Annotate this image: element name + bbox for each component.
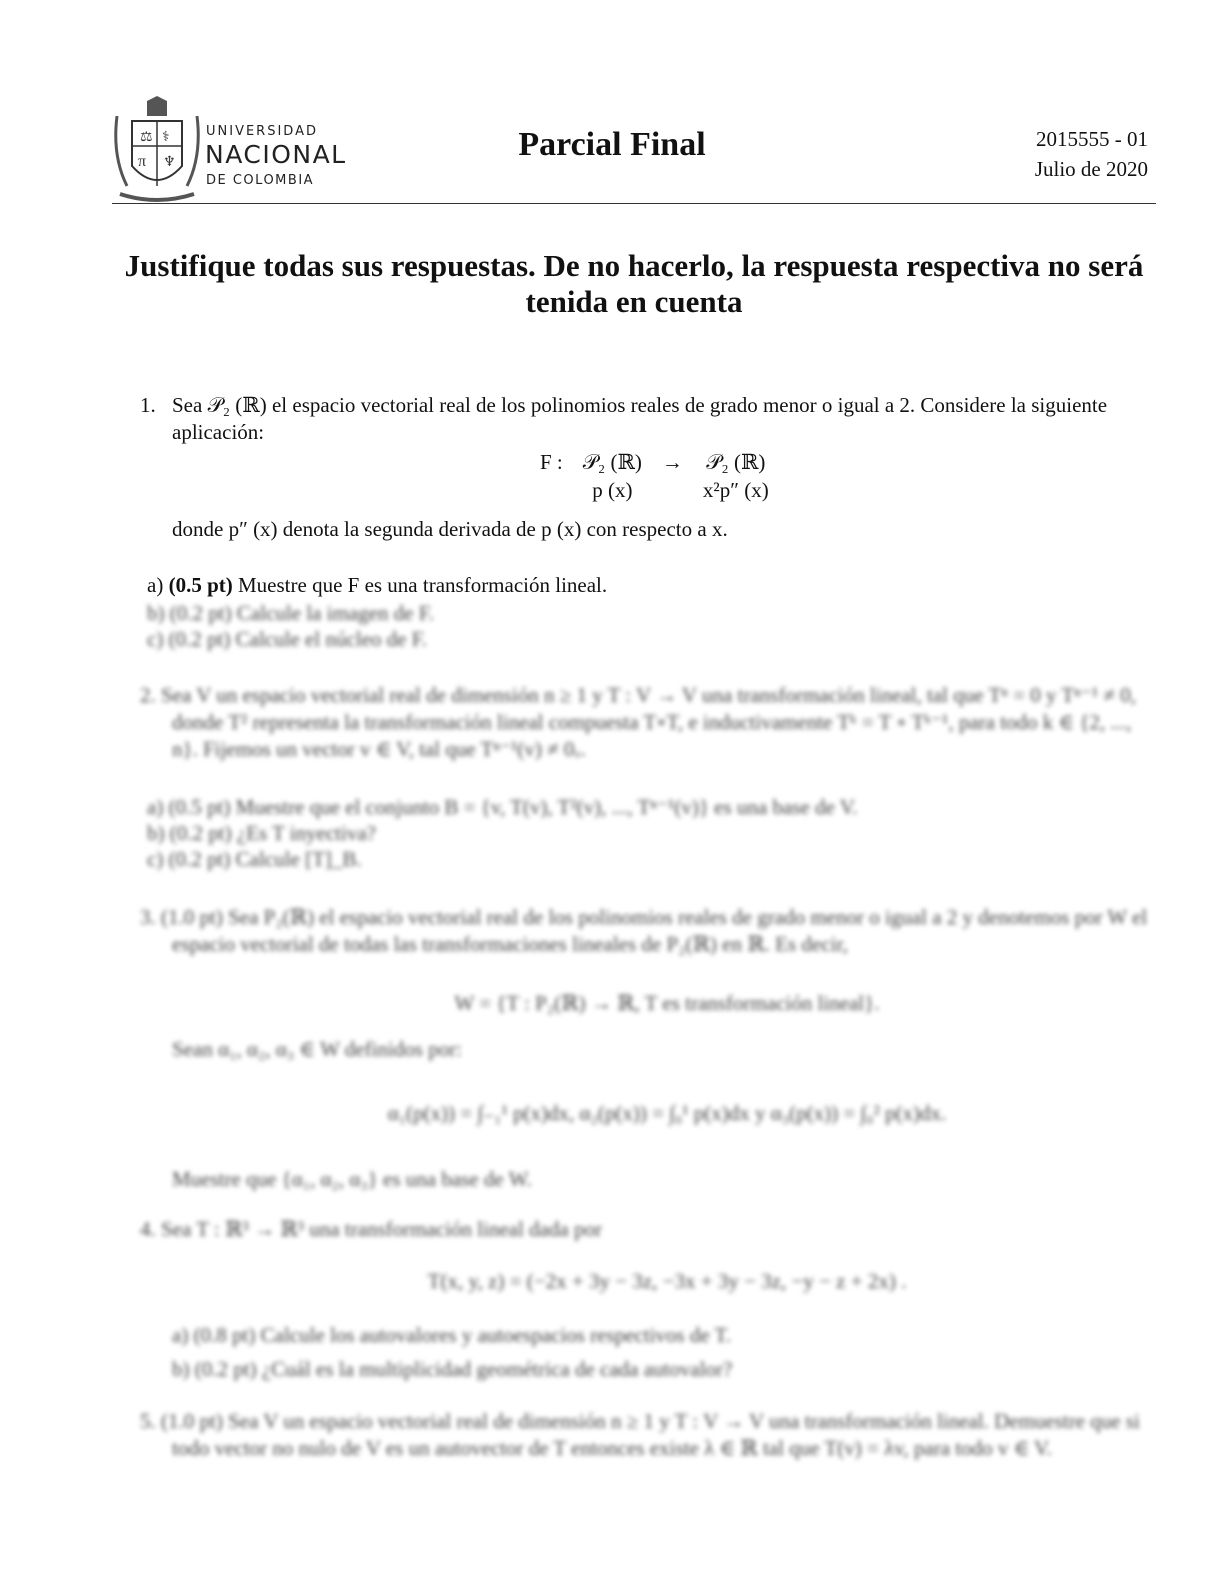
question-1a [147,572,607,599]
svg-text:♆: ♆ [163,155,176,170]
question-1a-label: a) [147,573,164,597]
question-1-text: Sea 𝒫₂ (ℝ) el espacio vectorial real de los polinomios reales de grado menor o igual a 2. Considere la siguiente aplicación: [172,393,1108,444]
header-rule [112,203,1156,204]
question-4b: b) (0.2 pt) ¿Cuál es la multiplicidad geométrica de cada autovalor? [172,1357,733,1381]
logo-line-2: NACIONAL [205,140,347,169]
map-name: F : [540,450,563,474]
question-1c: c) (0.2 pt) Calcule el núcleo de F. [147,627,427,651]
question-2b: b) (0.2 pt) ¿Es T inyectiva? [147,821,376,845]
question-4-formula: T(x, y, z) = (−2x + 3y − 3z, −3x + 3y − 3z, −y − z + 2x) . [427,1269,907,1293]
question-2-text: 2. Sea V un espacio vectorial real de dimensión n ≥ 1 y T : V → V una transformación lineal, tal que Tⁿ = 0 y Tⁿ⁻¹ ≠ 0, donde T² representa la transformación lineal compuesta T∘T, e inductivamente Tᵏ = T ∘ Tᵏ⁻¹, para todo k ∈ {2, ..., n}. Fijemos un vector v ∈ V, tal que Tⁿ⁻¹(v) ≠ 0ᵥ. [140,683,1136,761]
question-1a-points: (0.5 pt) [168,573,233,597]
map-definition [530,448,779,504]
map-output: x²p″ (x) [702,478,769,502]
exam-date: Julio de 2020 [1034,157,1148,181]
question-2a: a) (0.5 pt) Muestre que el conjunto B = {v, T(v), T²(v), ..., Tⁿ⁻¹(v)} es una base de V. [147,795,858,819]
question-3-text: 3. (1.0 pt) Sea P₂(ℝ) el espacio vectorial real de los polinomios reales de grado menor o igual a 2 y denotemos por W el espacio vectorial de todas las transformaciones lineales de P₂(ℝ) en ℝ. Es decir, [140,905,1148,956]
svg-text:π: π [138,153,147,170]
question-3-conclusion: Muestre que {α₁, α₂, α₃} es una base de W. [172,1167,532,1191]
question-3-def: Sean α₁, α₂, α₃ ∈ W definidos por: [172,1037,463,1061]
map-domain: 𝒫₂ (ℝ) [582,450,642,474]
exam-title: Parcial Final [518,126,706,163]
map-arrow: → [661,450,683,474]
map-codomain: 𝒫₂ (ℝ) [706,450,766,474]
svg-text:⚖: ⚖ [140,130,153,145]
question-3-set: W = {T : P₂(ℝ) → ℝ, T es transformación lineal}. [454,991,880,1015]
question-3-formula: α₁(p(x)) = ∫₋₁¹ p(x)dx, α₂(p(x)) = ∫₀¹ p(x)dx y α₃(p(x)) = ∫₀² p(x)dx. [387,1101,947,1125]
question-1-note: donde p″ (x) denota la segunda derivada de p (x) con respecto a x. [172,517,728,541]
question-4a: a) (0.8 pt) Calcule los autovalores y autoespacios respectivos de T. [172,1323,732,1347]
instructions: Justifique todas sus respuestas. De no hacerlo, la respuesta respectiva no será tenida en cuenta [124,248,1144,319]
logo-line-3: DE COLOMBIA [206,173,315,188]
question-1a-text: Muestre que F es una transformación lineal. [238,573,608,597]
question-4-text: 4. Sea T : ℝ³ → ℝ³ una transformación lineal dada por [140,1217,602,1241]
logo-line-1: UNIVERSIDAD [206,124,318,139]
exam-code-block [1035,124,1148,184]
question-1b: b) (0.2 pt) Calcule la imagen de F. [147,601,434,625]
course-code: 2015555 - 01 [1036,127,1148,151]
map-input: p (x) [592,478,633,502]
svg-text:⚕: ⚕ [162,130,170,145]
question-2c: c) (0.2 pt) Calcule [T]_B. [147,847,362,871]
question-5-text: 5. (1.0 pt) Sea V un espacio vectorial real de dimensión n ≥ 1 y T : V → V una transformación lineal. Demuestre que si todo vector no nulo de V es un autovector de T entonces existe λ ∈ ℝ tal que T(v) = λv, para todo v ∈ V. [140,1409,1140,1460]
question-1-number: 1. [140,393,156,417]
